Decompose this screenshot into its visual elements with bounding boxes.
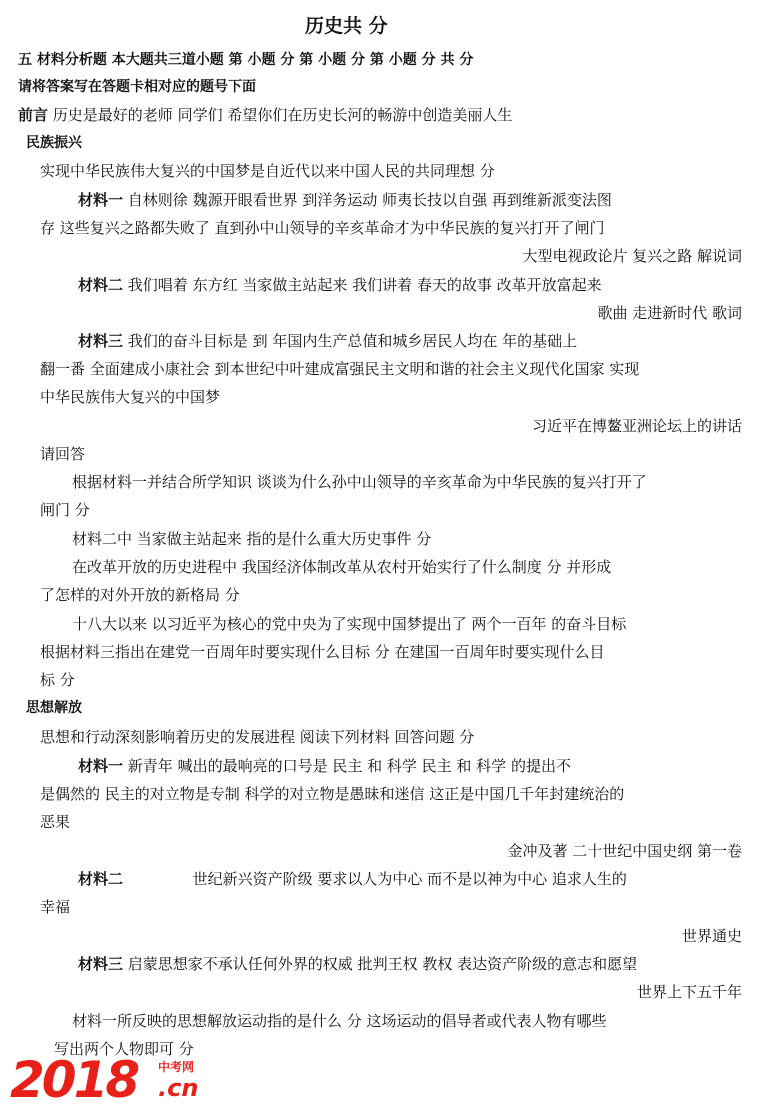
preface — [18, 105, 512, 125]
section2-material1-source: 金冲及著 二十世纪中国史纲 第一卷 — [507, 842, 742, 860]
material-text: 新青年 喊出的最响亮的口号是 民主 和 科学 民主 和 科学 的提出不 — [127, 757, 571, 775]
section2-material2-source: 世界通史 — [681, 927, 742, 945]
material-label: 材料三 — [78, 955, 124, 973]
section-heading-thought-liberation: 思想解放 — [26, 700, 82, 716]
material-text: 我们的奋斗目标是 到 年国内生产总值和城乡居民人均在 年的基础上 — [127, 332, 578, 350]
section1-q4-line3: 标 分 — [40, 671, 75, 689]
logo-number: 2018 — [10, 1051, 138, 1109]
section2-material1-line2: 是偶然的 民主的对立物是专制 科学的对立物是愚昧和迷信 这正是中国几千年封建统治的 — [40, 785, 625, 803]
section1-material2-source: 歌曲 走进新时代 歌词 — [597, 304, 742, 322]
section2-intro: 思想和行动深刻影响着历史的发展进程 阅读下列材料 回答问题 分 — [40, 728, 475, 746]
logo-suffix: .cn — [158, 1074, 199, 1102]
section1-material1-source: 大型电视政论片 复兴之路 解说词 — [522, 247, 742, 265]
material-label: 材料二 — [78, 870, 124, 888]
section2-material3-source: 世界上下五千年 — [636, 983, 742, 1001]
material-label: 材料一 — [78, 191, 124, 209]
section1-q3-line2: 了怎样的对外开放的新格局 分 — [40, 586, 240, 604]
section1-q4-line2: 根据材料三指出在建党一百周年时要实现什么目标 分 在建国一百周年时要实现什么目 — [40, 643, 605, 661]
section1-material3-source: 习近平在博鳌亚洲论坛上的讲话 — [531, 417, 742, 435]
section-heading-national-revival: 民族振兴 — [26, 135, 82, 151]
section1-material2-line1 — [78, 275, 602, 295]
section2-material2-line2: 幸福 — [40, 898, 71, 916]
material-text: 启蒙思想家不承认任何外界的权威 批判王权 教权 表达资产阶级的意志和愿望 — [127, 955, 638, 973]
section1-intro: 实现中华民族伟大复兴的中国梦是自近代以来中国人民的共同理想 分 — [40, 162, 495, 180]
logo-tag: 中考网 — [158, 1060, 195, 1074]
section1-ask: 请回答 — [40, 445, 86, 463]
section1-q1-line2: 闸门 分 — [40, 501, 90, 519]
section1-material1-line1 — [78, 190, 612, 210]
preface-label: 前言 — [18, 106, 49, 124]
material-label: 材料三 — [78, 332, 124, 350]
section1-q3-line1: 在改革开放的历史进程中 我国经济体制改革从农村开始实行了什么制度 分 并形成 — [72, 558, 612, 576]
section2-material3-line1 — [78, 954, 637, 974]
section1-q4-line1: 十八大以来 以习近平为核心的党中央为了实现中国梦提出了 两个一百年 的奋斗目标 — [72, 615, 627, 633]
site-logo — [10, 1052, 215, 1108]
section2-q1-line1: 材料一所反映的思想解放运动指的是什么 分 这场运动的倡导者或代表人物有哪些 — [72, 1012, 607, 1030]
material-text: 世纪新兴资产阶级 要求以人为中心 而不是以神为中心 追求人生的 — [192, 870, 627, 888]
section2-q1-line2: 写出两个人物即可 分 — [54, 1040, 194, 1058]
section2-material1-line1 — [78, 756, 571, 776]
section1-q1-line1: 根据材料一并结合所学知识 谈谈为什么孙中山领导的辛亥革命为中华民族的复兴打开了 — [72, 473, 647, 491]
answer-instruction: 请将答案写在答题卡相对应的题号下面 — [18, 79, 256, 95]
section2-material1-line3: 恶果 — [40, 813, 71, 831]
section2-material2-line1 — [78, 869, 627, 889]
section1-q2-line1: 材料二中 当家做主站起来 指的是什么重大历史事件 分 — [72, 530, 432, 548]
section1-material3-line2: 翻一番 全面建成小康社会 到本世纪中叶建成富强民主文明和谐的社会主义现代化国家 实现 — [40, 360, 640, 378]
preface-text: 历史是最好的老师 同学们 希望你们在历史长河的畅游中创造美丽人生 — [52, 106, 513, 124]
material-text: 我们唱着 东方红 当家做主站起来 我们讲着 春天的故事 改革开放富起来 — [127, 276, 602, 294]
section1-material1-line2: 存 这些复兴之路都失败了 直到孙中山领导的辛亥革命才为中华民族的复兴打开了闸门 — [40, 219, 605, 237]
question-header: 五 材料分析题 本大题共三道小题 第 小题 分 第 小题 分 第 小题 分 共 分 — [18, 52, 474, 68]
section1-material3-line3: 中华民族伟大复兴的中国梦 — [40, 388, 221, 406]
material-text: 自林则徐 魏源开眼看世界 到洋务运动 师夷长技以自强 再到维新派变法图 — [127, 191, 612, 209]
section1-material3-line1 — [78, 331, 577, 351]
material-label: 材料一 — [78, 757, 124, 775]
material-label: 材料二 — [78, 276, 124, 294]
page-title: 历史共 分 — [305, 15, 388, 37]
